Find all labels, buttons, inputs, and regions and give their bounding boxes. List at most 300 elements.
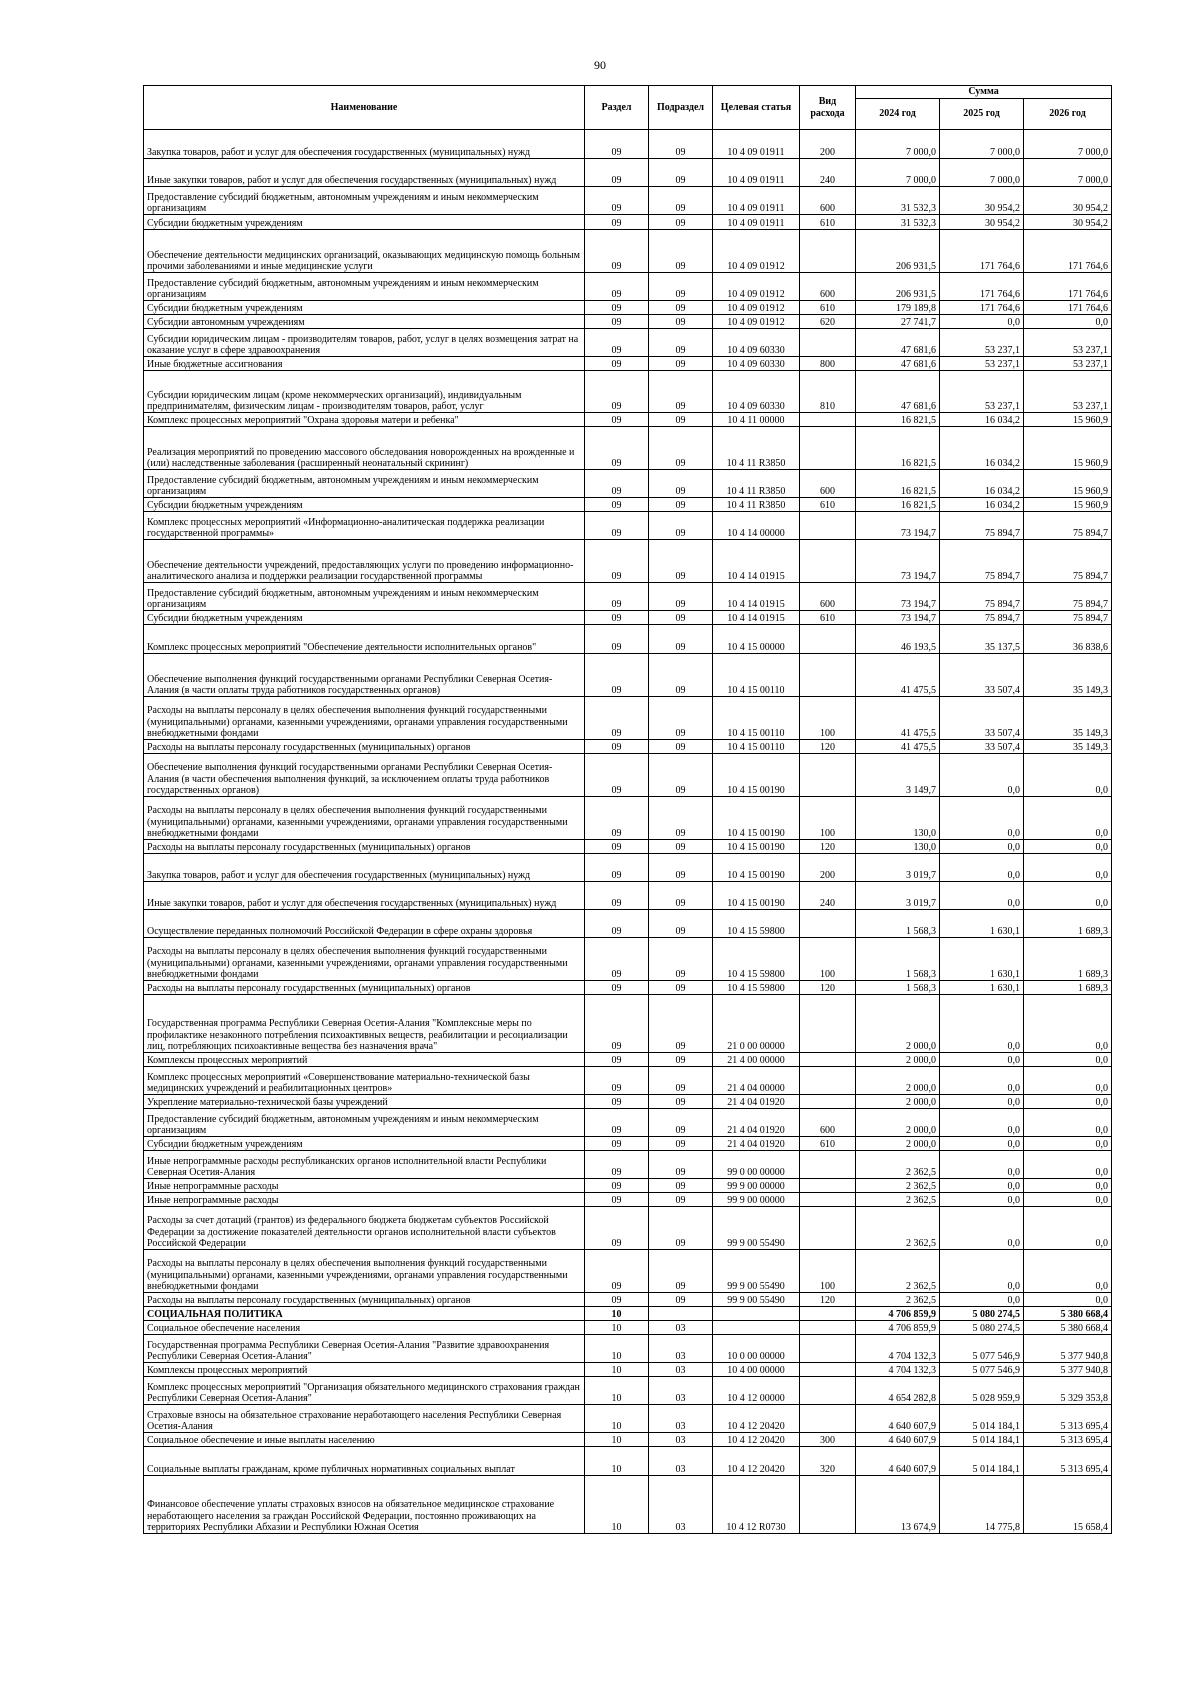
row-amount-2026: 75 894,7 — [1024, 583, 1112, 611]
row-expense-type: 610 — [800, 611, 856, 625]
header-target: Целевая статья — [713, 86, 800, 130]
row-expense-type — [800, 230, 856, 273]
row-amount-2024: 16 821,5 — [856, 427, 940, 470]
row-section: 09 — [585, 273, 649, 301]
row-section: 09 — [585, 371, 649, 413]
row-subsection: 09 — [649, 427, 713, 470]
header-2025: 2025 год — [940, 99, 1024, 130]
row-target: 99 9 00 00000 — [713, 1179, 800, 1193]
row-amount-2026: 0,0 — [1024, 995, 1112, 1053]
row-amount-2025: 0,0 — [940, 1293, 1024, 1307]
table-row — [144, 1193, 1112, 1207]
row-name: Финансовое обеспечение уплаты страховых взносов на обязательное медицинское страхование неработающего населения за граждан Российской Федерации, постоянно проживающих на территориях Республики Абхазии и Республики Южная Осетия — [144, 1476, 585, 1534]
row-amount-2024: 4 704 132,3 — [856, 1335, 940, 1363]
row-target: 10 4 15 00110 — [713, 697, 800, 740]
row-name: Расходы на выплаты персоналу государственных (муниципальных) органов — [144, 840, 585, 854]
row-name: Закупка товаров, работ и услуг для обеспечения государственных (муниципальных) нужд — [144, 130, 585, 159]
row-section: 09 — [585, 981, 649, 995]
row-amount-2025: 33 507,4 — [940, 740, 1024, 754]
row-amount-2025: 7 000,0 — [940, 130, 1024, 159]
row-expense-type — [800, 427, 856, 470]
row-amount-2024: 47 681,6 — [856, 329, 940, 357]
row-section: 10 — [585, 1363, 649, 1377]
row-name: Расходы за счет дотаций (грантов) из федерального бюджета бюджетам субъектов Российской Федерации за достижение показателей деятельности органов исполнительной власти субъектов Российской Федерации — [144, 1207, 585, 1250]
table-row — [144, 498, 1112, 512]
row-name: Расходы на выплаты персоналу в целях обеспечения выполнения функций государственными (муниципальными) органами, казенными учреждениями, органами управления государственными внебюджетными фондами — [144, 938, 585, 981]
row-name: Государственная программа Республики Северная Осетия-Алания "Развитие здравоохранения Республики Северная Осетия-Алания" — [144, 1335, 585, 1363]
row-amount-2026: 75 894,7 — [1024, 611, 1112, 625]
row-subsection: 09 — [649, 230, 713, 273]
row-amount-2026: 15 960,9 — [1024, 427, 1112, 470]
row-subsection: 09 — [649, 840, 713, 854]
row-amount-2024: 73 194,7 — [856, 583, 940, 611]
row-amount-2025: 171 764,6 — [940, 273, 1024, 301]
table-row — [144, 371, 1112, 413]
row-amount-2026: 35 149,3 — [1024, 740, 1112, 754]
row-subsection: 09 — [649, 371, 713, 413]
row-section: 09 — [585, 357, 649, 371]
row-amount-2026: 15 960,9 — [1024, 470, 1112, 498]
table-row — [144, 1405, 1112, 1433]
row-name: Комплекс процессных мероприятий "Организация обязательного медицинского страхования граждан Республики Северная Осетия-Алания" — [144, 1377, 585, 1405]
row-amount-2026: 0,0 — [1024, 1067, 1112, 1095]
header-sum: Сумма — [856, 86, 1112, 99]
row-amount-2025: 75 894,7 — [940, 611, 1024, 625]
row-subsection: 09 — [649, 938, 713, 981]
row-amount-2026: 7 000,0 — [1024, 159, 1112, 187]
row-target: 10 4 09 01911 — [713, 187, 800, 215]
row-section: 09 — [585, 1109, 649, 1137]
row-amount-2024: 2 362,5 — [856, 1179, 940, 1193]
row-target: 10 4 09 60330 — [713, 329, 800, 357]
row-target — [713, 1307, 800, 1321]
row-amount-2024: 73 194,7 — [856, 540, 940, 583]
row-subsection: 09 — [649, 1095, 713, 1109]
header-2024: 2024 год — [856, 99, 940, 130]
row-name: Иные непрограммные расходы — [144, 1193, 585, 1207]
row-amount-2025: 0,0 — [940, 1067, 1024, 1095]
row-amount-2024: 2 362,5 — [856, 1193, 940, 1207]
row-expense-type — [800, 1405, 856, 1433]
row-amount-2026: 75 894,7 — [1024, 512, 1112, 540]
row-amount-2025: 5 014 184,1 — [940, 1405, 1024, 1433]
row-section: 10 — [585, 1433, 649, 1447]
row-amount-2024: 2 000,0 — [856, 1137, 940, 1151]
table-body — [144, 130, 1112, 1534]
row-section: 09 — [585, 754, 649, 797]
row-target: 10 4 09 01911 — [713, 130, 800, 159]
row-expense-type — [800, 1377, 856, 1405]
row-amount-2026: 1 689,3 — [1024, 910, 1112, 938]
row-name: Субсидии бюджетным учреждениям — [144, 498, 585, 512]
row-expense-type: 610 — [800, 301, 856, 315]
row-subsection: 09 — [649, 854, 713, 882]
row-target: 10 4 09 01912 — [713, 315, 800, 329]
row-target: 10 4 09 60330 — [713, 371, 800, 413]
row-expense-type: 610 — [800, 1137, 856, 1151]
row-amount-2025: 5 077 546,9 — [940, 1363, 1024, 1377]
header-2026: 2026 год — [1024, 99, 1112, 130]
table-row — [144, 301, 1112, 315]
row-target: 10 4 12 20420 — [713, 1433, 800, 1447]
row-amount-2024: 31 532,3 — [856, 187, 940, 215]
row-target: 10 4 09 01912 — [713, 273, 800, 301]
table-row — [144, 1335, 1112, 1363]
table-row — [144, 1095, 1112, 1109]
row-amount-2026: 5 313 695,4 — [1024, 1447, 1112, 1476]
row-amount-2025: 16 034,2 — [940, 427, 1024, 470]
row-section: 09 — [585, 1250, 649, 1293]
row-amount-2024: 2 362,5 — [856, 1250, 940, 1293]
table-row — [144, 1447, 1112, 1476]
table-row — [144, 273, 1112, 301]
row-amount-2026: 0,0 — [1024, 882, 1112, 910]
row-subsection: 09 — [649, 159, 713, 187]
table-row — [144, 1293, 1112, 1307]
row-target: 10 0 00 00000 — [713, 1335, 800, 1363]
row-section: 09 — [585, 187, 649, 215]
row-expense-type: 240 — [800, 159, 856, 187]
row-target: 10 4 12 R0730 — [713, 1476, 800, 1534]
row-section: 09 — [585, 697, 649, 740]
table-row — [144, 187, 1112, 215]
row-expense-type — [800, 329, 856, 357]
row-name: Субсидии бюджетным учреждениям — [144, 215, 585, 230]
row-amount-2025: 0,0 — [940, 1095, 1024, 1109]
table-row — [144, 740, 1112, 754]
row-amount-2026: 7 000,0 — [1024, 130, 1112, 159]
row-section: 09 — [585, 995, 649, 1053]
row-amount-2025: 0,0 — [940, 1179, 1024, 1193]
row-expense-type: 600 — [800, 187, 856, 215]
row-target: 10 4 11 R3850 — [713, 498, 800, 512]
row-subsection: 09 — [649, 1137, 713, 1151]
row-amount-2025: 14 775,8 — [940, 1476, 1024, 1534]
row-subsection: 09 — [649, 754, 713, 797]
row-target: 21 4 04 01920 — [713, 1109, 800, 1137]
row-amount-2024: 2 000,0 — [856, 1109, 940, 1137]
row-section: 09 — [585, 1095, 649, 1109]
row-name: Комплекс процессных мероприятий "Обеспечение деятельности исполнительных органов" — [144, 625, 585, 654]
row-amount-2024: 13 674,9 — [856, 1476, 940, 1534]
row-amount-2026: 0,0 — [1024, 754, 1112, 797]
row-amount-2024: 2 000,0 — [856, 1053, 940, 1067]
row-amount-2025: 16 034,2 — [940, 413, 1024, 427]
row-subsection: 09 — [649, 697, 713, 740]
row-amount-2024: 2 362,5 — [856, 1207, 940, 1250]
row-section: 09 — [585, 540, 649, 583]
row-amount-2024: 3 149,7 — [856, 754, 940, 797]
row-expense-type: 620 — [800, 315, 856, 329]
row-name: Предоставление субсидий бюджетным, автономным учреждениям и иным некоммерческим организациям — [144, 1109, 585, 1137]
row-target: 10 4 15 59800 — [713, 910, 800, 938]
row-subsection: 03 — [649, 1405, 713, 1433]
budget-table — [143, 85, 1112, 1534]
row-amount-2026: 0,0 — [1024, 1137, 1112, 1151]
row-amount-2024: 46 193,5 — [856, 625, 940, 654]
row-amount-2026: 0,0 — [1024, 797, 1112, 840]
row-amount-2024: 206 931,5 — [856, 273, 940, 301]
row-amount-2025: 1 630,1 — [940, 981, 1024, 995]
row-amount-2024: 1 568,3 — [856, 938, 940, 981]
row-name: Государственная программа Республики Северная Осетия-Алания "Комплексные меры по профилактике незаконного потребления психоактивных веществ, реабилитации и ресоциализации лиц, потребляющих психоактивные вещества без назначения врача" — [144, 995, 585, 1053]
row-subsection: 09 — [649, 740, 713, 754]
row-target: 10 4 09 01911 — [713, 215, 800, 230]
row-subsection: 09 — [649, 329, 713, 357]
row-target: 10 4 09 60330 — [713, 357, 800, 371]
row-amount-2025: 5 014 184,1 — [940, 1433, 1024, 1447]
row-amount-2025: 171 764,6 — [940, 301, 1024, 315]
row-name: Субсидии бюджетным учреждениям — [144, 1137, 585, 1151]
table-row — [144, 1067, 1112, 1095]
row-section: 09 — [585, 1179, 649, 1193]
row-amount-2025: 0,0 — [940, 754, 1024, 797]
row-target: 10 4 15 00000 — [713, 625, 800, 654]
table-header — [144, 86, 1112, 130]
row-amount-2024: 2 000,0 — [856, 995, 940, 1053]
row-name: Обеспечение выполнения функций государственными органами Республики Северная Осетия-Алания (в части оплаты труда работников государственных органов) — [144, 654, 585, 697]
row-amount-2026: 5 380 668,4 — [1024, 1321, 1112, 1335]
row-target: 99 9 00 55490 — [713, 1293, 800, 1307]
row-section: 09 — [585, 654, 649, 697]
row-amount-2025: 5 014 184,1 — [940, 1447, 1024, 1476]
row-amount-2025: 75 894,7 — [940, 540, 1024, 583]
table-row — [144, 1321, 1112, 1335]
row-expense-type — [800, 1151, 856, 1179]
row-section: 09 — [585, 625, 649, 654]
row-name: Закупка товаров, работ и услуг для обеспечения государственных (муниципальных) нужд — [144, 854, 585, 882]
row-subsection: 09 — [649, 512, 713, 540]
row-target: 10 4 11 R3850 — [713, 427, 800, 470]
row-amount-2026: 1 689,3 — [1024, 981, 1112, 995]
row-target: 10 4 11 R3850 — [713, 470, 800, 498]
header-section: Раздел — [585, 86, 649, 130]
row-expense-type — [800, 540, 856, 583]
row-subsection: 09 — [649, 1053, 713, 1067]
row-subsection: 09 — [649, 130, 713, 159]
table-row — [144, 470, 1112, 498]
row-name: Иные непрограммные расходы — [144, 1179, 585, 1193]
row-amount-2025: 0,0 — [940, 1193, 1024, 1207]
row-target: 10 4 12 20420 — [713, 1405, 800, 1433]
table-row — [144, 1250, 1112, 1293]
row-amount-2024: 41 475,5 — [856, 740, 940, 754]
row-amount-2026: 171 764,6 — [1024, 301, 1112, 315]
table-row — [144, 1363, 1112, 1377]
row-amount-2024: 4 640 607,9 — [856, 1433, 940, 1447]
row-amount-2024: 31 532,3 — [856, 215, 940, 230]
row-name: Расходы на выплаты персоналу государственных (муниципальных) органов — [144, 1293, 585, 1307]
row-amount-2026: 15 960,9 — [1024, 413, 1112, 427]
row-subsection — [649, 1307, 713, 1321]
table-row — [144, 1109, 1112, 1137]
row-target: 21 0 00 00000 — [713, 995, 800, 1053]
row-target — [713, 1321, 800, 1335]
row-expense-type — [800, 1193, 856, 1207]
row-amount-2025: 0,0 — [940, 1250, 1024, 1293]
table-row — [144, 159, 1112, 187]
row-expense-type: 100 — [800, 938, 856, 981]
row-amount-2026: 36 838,6 — [1024, 625, 1112, 654]
row-target: 21 4 04 01920 — [713, 1095, 800, 1109]
row-subsection: 09 — [649, 882, 713, 910]
row-amount-2025: 0,0 — [940, 1207, 1024, 1250]
row-subsection: 09 — [649, 797, 713, 840]
row-amount-2024: 2 000,0 — [856, 1067, 940, 1095]
row-name: Обеспечение деятельности учреждений, предоставляющих услуги по проведению информационно-аналитического анализа и поддержки реализации государственной программы — [144, 540, 585, 583]
row-name: Предоставление субсидий бюджетным, автономным учреждениям и иным некоммерческим организациям — [144, 583, 585, 611]
row-target: 10 4 15 59800 — [713, 938, 800, 981]
row-expense-type — [800, 910, 856, 938]
row-amount-2024: 4 706 859,9 — [856, 1321, 940, 1335]
row-amount-2025: 33 507,4 — [940, 654, 1024, 697]
row-target: 10 4 12 00000 — [713, 1377, 800, 1405]
row-section: 09 — [585, 611, 649, 625]
row-expense-type: 800 — [800, 357, 856, 371]
table-row — [144, 938, 1112, 981]
row-amount-2025: 30 954,2 — [940, 187, 1024, 215]
row-amount-2025: 0,0 — [940, 1053, 1024, 1067]
row-expense-type — [800, 413, 856, 427]
row-subsection: 09 — [649, 1151, 713, 1179]
table-row — [144, 754, 1112, 797]
header-subsection: Подраздел — [649, 86, 713, 130]
row-section: 09 — [585, 797, 649, 840]
header-expense-type: Вид расхода — [800, 86, 856, 130]
row-section: 09 — [585, 1067, 649, 1095]
row-target: 10 4 14 01915 — [713, 540, 800, 583]
row-expense-type: 200 — [800, 854, 856, 882]
row-name: Комплексы процессных мероприятий — [144, 1053, 585, 1067]
row-target: 10 4 14 00000 — [713, 512, 800, 540]
row-subsection: 03 — [649, 1377, 713, 1405]
row-subsection: 09 — [649, 611, 713, 625]
row-expense-type — [800, 1321, 856, 1335]
row-target: 10 4 15 00190 — [713, 754, 800, 797]
row-target: 10 4 09 01912 — [713, 230, 800, 273]
row-name: Иные закупки товаров, работ и услуг для обеспечения государственных (муниципальных) нужд — [144, 159, 585, 187]
row-subsection: 09 — [649, 625, 713, 654]
table-row — [144, 413, 1112, 427]
row-name: Субсидии автономным учреждениям — [144, 315, 585, 329]
row-expense-type — [800, 1307, 856, 1321]
row-section: 10 — [585, 1335, 649, 1363]
table-row — [144, 1476, 1112, 1534]
row-amount-2024: 2 362,5 — [856, 1293, 940, 1307]
row-amount-2024: 130,0 — [856, 797, 940, 840]
row-name: Расходы на выплаты персоналу государственных (муниципальных) органов — [144, 740, 585, 754]
row-subsection: 09 — [649, 995, 713, 1053]
row-amount-2025: 0,0 — [940, 797, 1024, 840]
row-amount-2025: 75 894,7 — [940, 512, 1024, 540]
row-expense-type: 810 — [800, 371, 856, 413]
table-row — [144, 540, 1112, 583]
table-row — [144, 611, 1112, 625]
row-amount-2026: 0,0 — [1024, 1095, 1112, 1109]
row-expense-type: 610 — [800, 215, 856, 230]
row-amount-2026: 0,0 — [1024, 1151, 1112, 1179]
row-amount-2025: 171 764,6 — [940, 230, 1024, 273]
row-target: 10 4 15 00110 — [713, 654, 800, 697]
row-amount-2025: 0,0 — [940, 840, 1024, 854]
row-expense-type: 120 — [800, 1293, 856, 1307]
row-amount-2024: 4 640 607,9 — [856, 1405, 940, 1433]
row-amount-2025: 0,0 — [940, 1151, 1024, 1179]
row-section: 09 — [585, 1137, 649, 1151]
row-section: 09 — [585, 910, 649, 938]
row-section: 09 — [585, 1293, 649, 1307]
row-amount-2026: 15 658,4 — [1024, 1476, 1112, 1534]
row-expense-type — [800, 1095, 856, 1109]
row-subsection: 09 — [649, 910, 713, 938]
row-amount-2025: 1 630,1 — [940, 938, 1024, 981]
row-subsection: 09 — [649, 981, 713, 995]
row-amount-2024: 3 019,7 — [856, 854, 940, 882]
table-row — [144, 1151, 1112, 1179]
row-section: 10 — [585, 1307, 649, 1321]
row-expense-type: 600 — [800, 583, 856, 611]
row-name: Реализация мероприятий по проведению массового обследования новорожденных на врожденные и (или) наследственные заболевания (расширенный неонатальный скрининг) — [144, 427, 585, 470]
row-amount-2026: 0,0 — [1024, 1293, 1112, 1307]
row-name: Расходы на выплаты персоналу в целях обеспечения выполнения функций государственными (муниципальными) органами, казенными учреждениями, органами управления государственными внебюджетными фондами — [144, 797, 585, 840]
row-expense-type — [800, 1335, 856, 1363]
row-name: Субсидии бюджетным учреждениям — [144, 611, 585, 625]
table-row — [144, 854, 1112, 882]
row-subsection: 03 — [649, 1335, 713, 1363]
row-target: 99 9 00 00000 — [713, 1193, 800, 1207]
row-section: 09 — [585, 427, 649, 470]
table-row — [144, 1053, 1112, 1067]
row-amount-2025: 16 034,2 — [940, 470, 1024, 498]
row-section: 09 — [585, 329, 649, 357]
row-amount-2026: 0,0 — [1024, 1250, 1112, 1293]
row-amount-2024: 130,0 — [856, 840, 940, 854]
row-expense-type — [800, 625, 856, 654]
row-amount-2026: 35 149,3 — [1024, 654, 1112, 697]
row-amount-2024: 27 741,7 — [856, 315, 940, 329]
row-target: 99 9 00 55490 — [713, 1207, 800, 1250]
table-row — [144, 840, 1112, 854]
row-target: 10 4 15 00190 — [713, 882, 800, 910]
row-amount-2026: 5 313 695,4 — [1024, 1405, 1112, 1433]
row-subsection: 09 — [649, 301, 713, 315]
row-amount-2024: 41 475,5 — [856, 654, 940, 697]
row-section: 09 — [585, 1053, 649, 1067]
row-amount-2026: 5 329 353,8 — [1024, 1377, 1112, 1405]
row-amount-2024: 16 821,5 — [856, 470, 940, 498]
row-subsection: 09 — [649, 654, 713, 697]
row-subsection: 09 — [649, 1067, 713, 1095]
row-name: Комплексы процессных мероприятий — [144, 1363, 585, 1377]
row-amount-2024: 16 821,5 — [856, 498, 940, 512]
row-expense-type: 120 — [800, 981, 856, 995]
row-section: 09 — [585, 512, 649, 540]
row-amount-2024: 73 194,7 — [856, 512, 940, 540]
header-name: Наименование — [144, 86, 585, 130]
row-target: 99 0 00 00000 — [713, 1151, 800, 1179]
row-amount-2024: 1 568,3 — [856, 910, 940, 938]
row-name: Расходы на выплаты персоналу в целях обеспечения выполнения функций государственными (муниципальными) органами, казенными учреждениями, органами управления государственными внебюджетными фондами — [144, 1250, 585, 1293]
table-row — [144, 215, 1112, 230]
table-row — [144, 230, 1112, 273]
row-amount-2024: 47 681,6 — [856, 357, 940, 371]
table-row — [144, 797, 1112, 840]
row-amount-2026: 0,0 — [1024, 1053, 1112, 1067]
table-row — [144, 882, 1112, 910]
row-section: 09 — [585, 882, 649, 910]
row-amount-2025: 5 080 274,5 — [940, 1307, 1024, 1321]
row-subsection: 09 — [649, 357, 713, 371]
